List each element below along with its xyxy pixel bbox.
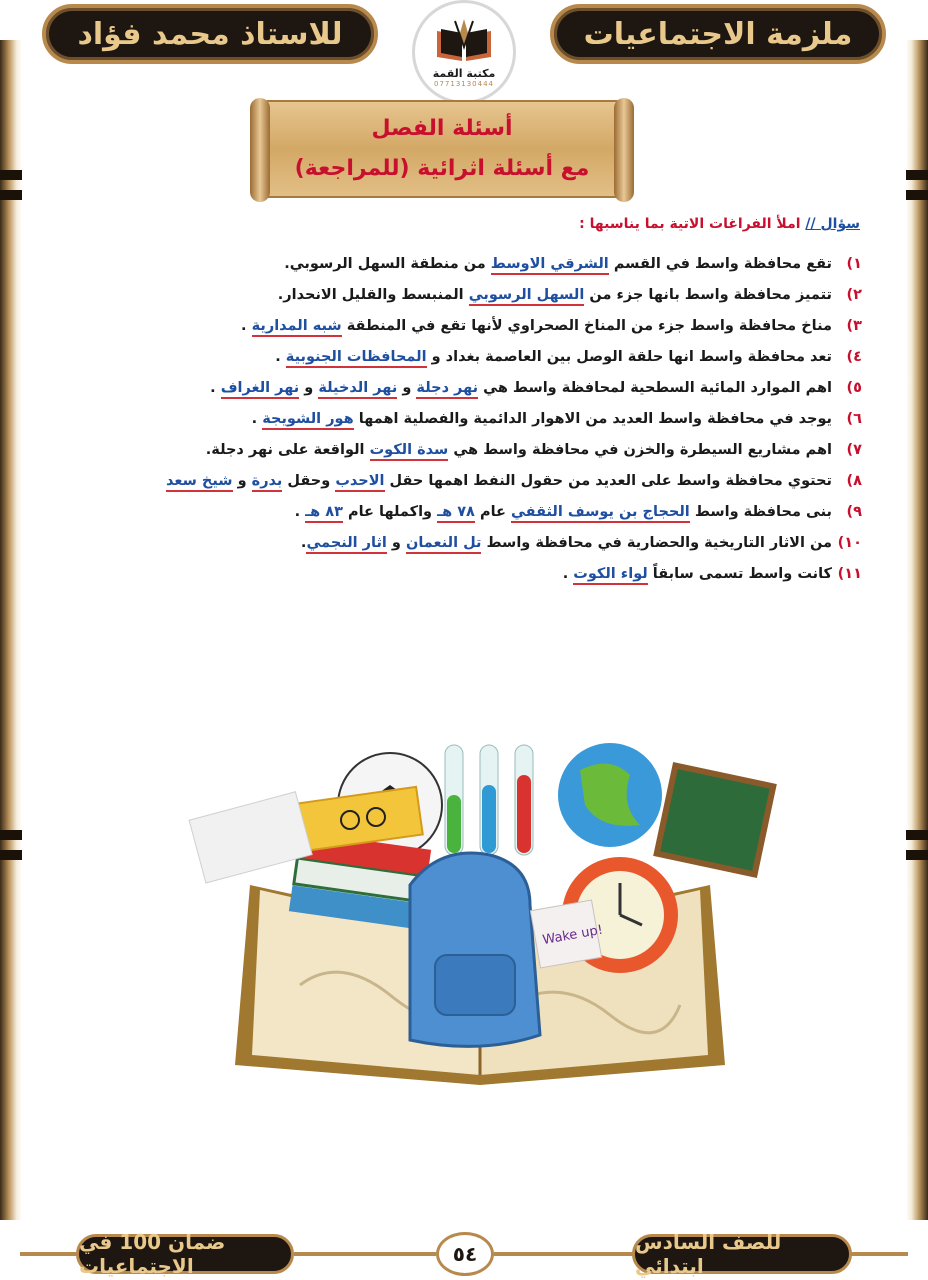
question-number: ١): [846, 255, 862, 272]
question-text: [252, 411, 832, 427]
footer-line: [848, 1252, 908, 1256]
question-fragment: و: [386, 534, 406, 551]
answer-blank: بدرة: [252, 473, 283, 492]
question-fragment: .: [275, 348, 286, 365]
answer-blank: الاحدب: [335, 473, 384, 492]
logo-phone: 07713130444: [434, 79, 494, 88]
question-fragment: كانت واسط تسمى سابقاً: [647, 565, 832, 582]
header-teacher-name: للاستاذ محمد فؤاد: [77, 16, 343, 52]
footer-line: [20, 1252, 80, 1256]
left-border-decoration: [0, 40, 22, 1220]
fill-in-blank-list: [102, 248, 862, 589]
question-item: [102, 279, 862, 310]
border-stripe: [906, 170, 928, 180]
question-fragment: بنى محافظة واسط: [689, 503, 832, 520]
question-fragment: تعد محافظة واسط انها حلقة الوصل بين العاصمة بغداد و: [426, 348, 832, 365]
footer-line: [294, 1252, 436, 1256]
answer-blank: اثار النجمي: [306, 535, 386, 554]
answer-blank: سدة الكوت: [370, 442, 449, 461]
header-subject-banner: [550, 4, 886, 64]
question-fragment: .: [562, 565, 574, 582]
question-text: [166, 473, 832, 489]
question-number: ٧): [846, 441, 862, 458]
question-number: ٨): [846, 472, 862, 489]
chapter-title-scroll: [262, 100, 622, 198]
book-pen-icon: [433, 17, 495, 65]
question-text: [295, 504, 832, 520]
question-fragment: اهم الموارد المائية السطحية لمحافظة واسط هي: [478, 379, 832, 396]
answer-blank: تل النعمان: [406, 535, 482, 554]
question-item: [102, 558, 862, 589]
sticky-note-text: Wake up!: [541, 922, 605, 949]
question-number: ٢): [846, 286, 862, 303]
question-fragment: و: [232, 472, 252, 489]
question-text: [275, 349, 832, 365]
question-heading: [579, 216, 860, 232]
question-item: [102, 341, 862, 372]
question-fragment: الواقعة على نهر دجلة.: [205, 441, 370, 458]
question-text: [284, 256, 832, 272]
question-item: [102, 434, 862, 465]
border-stripe: [906, 830, 928, 840]
question-fragment: .: [251, 410, 263, 427]
question-text: [278, 287, 832, 303]
question-fragment: اهم مشاريع السيطرة والخزن في محافظة واسط هي: [448, 441, 832, 458]
question-number: ٤): [846, 348, 862, 365]
border-stripe: [906, 850, 928, 860]
answer-blank: الشرقي الاوسط: [491, 256, 609, 275]
right-border-decoration: [906, 40, 928, 1220]
logo-text: مكتبة القمة: [432, 66, 496, 80]
answer-blank: ٧٨ هـ: [437, 504, 475, 523]
question-number: ١٠): [837, 534, 862, 551]
question-fragment: عام: [474, 503, 511, 520]
question-item: [102, 372, 862, 403]
chapter-subtitle: مع أسئلة اثرائية (للمراجعة): [294, 156, 590, 181]
header-teacher-banner: [42, 4, 378, 64]
footer-slogan: ضمان 100 في الاجتماعيات: [79, 1230, 226, 1278]
question-instruction: املأ الفراغات الاتية بما يناسبها :: [579, 216, 801, 232]
question-item: [102, 496, 862, 527]
question-item: [102, 310, 862, 341]
answer-blank: الحجاج بن يوسف الثقفي: [511, 504, 690, 523]
question-fragment: و: [397, 379, 417, 396]
question-fragment: .: [210, 379, 221, 396]
border-stripe: [0, 170, 22, 180]
answer-blank: نهر الغراف: [221, 380, 300, 399]
question-number: ٩): [846, 503, 862, 520]
answer-blank: شيخ سعد: [166, 473, 233, 492]
answer-blank: شبه المدارية: [252, 318, 342, 337]
chalkboard-icon: [657, 766, 774, 875]
question-fragment: وحقل: [282, 472, 336, 489]
footer-line: [494, 1252, 634, 1256]
question-text: [206, 442, 832, 458]
rolled-paper-icon: [189, 792, 312, 883]
question-text: [241, 318, 832, 334]
school-supplies-illustration: [180, 735, 780, 1095]
border-stripe: [0, 850, 22, 860]
question-fragment: من الاثار التاريخية والحضارية في محافظة واسط: [481, 534, 832, 551]
question-number: ٣): [846, 317, 862, 334]
question-fragment: يوجد في محافظة واسط العديد من الاهوار الدائمية والفصلية اهمها: [353, 410, 832, 427]
question-text: [563, 566, 832, 582]
question-fragment: واكملها عام: [342, 503, 438, 520]
question-number: ٦): [846, 410, 862, 427]
question-item: [102, 248, 862, 279]
question-fragment: تحتوي محافظة واسط على العديد من حقول النفط اهمها حقل: [384, 472, 832, 489]
backpack-icon: [410, 853, 540, 1046]
footer-slogan-banner: [76, 1230, 294, 1278]
question-fragment: و: [299, 379, 319, 396]
question-number: ١١): [837, 565, 862, 582]
question-fragment: تتميز محافظة واسط بانها جزء من: [584, 286, 832, 303]
question-fragment: مناخ محافظة واسط جزء من المناخ الصحراوي لأنها تقع في المنطقة: [341, 317, 832, 334]
question-fragment: .: [300, 534, 307, 551]
question-fragment: المنبسط والقليل الانحدار.: [277, 286, 469, 303]
question-fragment: .: [241, 317, 252, 334]
answer-blank: ٨٣ هـ: [305, 504, 343, 523]
question-item: [102, 527, 862, 558]
question-item: [102, 403, 862, 434]
page-number: ٥٤: [436, 1232, 494, 1276]
answer-blank: نهر الدخيلة: [318, 380, 397, 399]
question-item: [102, 465, 862, 496]
question-text: [301, 535, 832, 551]
question-number: ٥): [846, 379, 862, 396]
answer-blank: نهر دجلة: [416, 380, 478, 399]
question-label: سؤال //: [805, 216, 860, 232]
question-fragment: .: [294, 503, 306, 520]
border-stripe: [0, 830, 22, 840]
chapter-title: أسئلة الفصل: [371, 116, 513, 141]
border-stripe: [0, 190, 22, 200]
answer-blank: السهل الرسوبي: [469, 287, 585, 306]
answer-blank: لواء الكوت: [573, 566, 647, 585]
footer-grade-banner: [632, 1230, 852, 1278]
answer-blank: هور الشويجة: [262, 411, 354, 430]
question-fragment: من منطقة السهل الرسوبي.: [284, 255, 491, 272]
question-fragment: تقع محافظة واسط في القسم: [608, 255, 832, 272]
question-text: [210, 380, 832, 396]
library-logo: [412, 0, 516, 104]
answer-blank: المحافظات الجنوبية: [286, 349, 427, 368]
border-stripe: [906, 190, 928, 200]
footer-grade: للصف السادس ابتدائي: [635, 1230, 782, 1278]
header-subject-title: ملزمة الاجتماعيات: [583, 16, 853, 52]
